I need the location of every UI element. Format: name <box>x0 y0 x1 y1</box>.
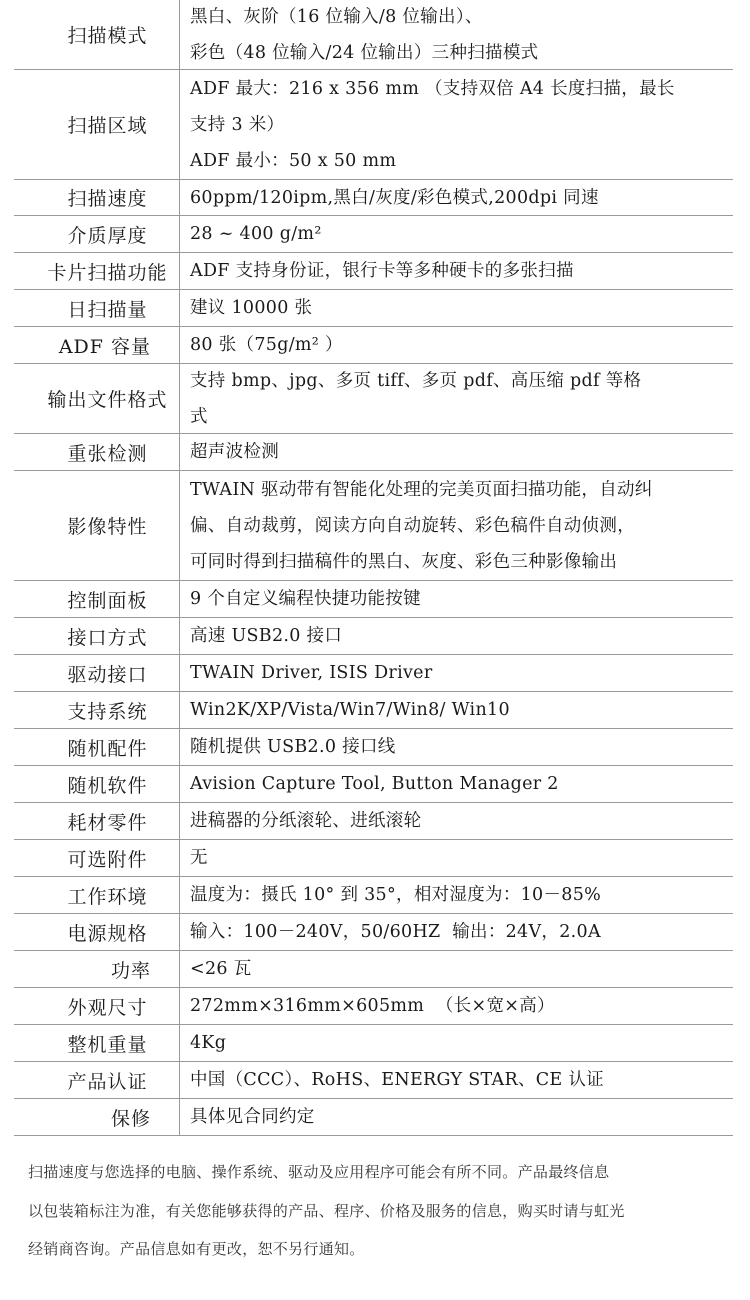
spec-value <box>180 70 733 179</box>
spec-label: 支持系统 <box>14 692 180 728</box>
spec-row <box>14 803 733 840</box>
spec-value-line: 可同时得到扫描稿件的黑白、灰度、彩色三种影像输出 <box>190 551 618 572</box>
spec-row <box>14 729 733 766</box>
spec-value <box>180 729 733 765</box>
spec-row <box>14 364 733 434</box>
spec-value-line: 建议 10000 张 <box>190 298 313 318</box>
footnote-line: 扫描速度与您选择的电脑、操作系统、驱动及应用程序可能会有所不同。产品最终信息 <box>28 1163 610 1181</box>
spec-value <box>180 840 733 876</box>
spec-value <box>180 1025 733 1061</box>
spec-label: 日扫描量 <box>14 290 180 326</box>
spec-value-line: 式 <box>190 406 208 427</box>
spec-row <box>14 180 733 216</box>
spec-row <box>14 434 733 471</box>
spec-row <box>14 0 733 70</box>
spec-value <box>180 180 733 215</box>
spec-label: 可选附件 <box>14 840 180 876</box>
spec-row <box>14 216 733 253</box>
spec-value-line: 高速 USB2.0 接口 <box>190 626 343 646</box>
spec-value <box>180 216 733 252</box>
spec-label: 卡片扫描功能 <box>14 253 180 289</box>
footnote-line: 经销商咨询。产品信息如有更改，恕不另行通知。 <box>28 1240 365 1258</box>
spec-value <box>180 655 733 691</box>
spec-value <box>180 1062 733 1098</box>
footnote <box>28 1153 718 1269</box>
spec-value-line: ADF 支持身份证，银行卡等多种硬卡的多张扫描 <box>190 261 574 281</box>
spec-row <box>14 1099 733 1136</box>
spec-label: 耗材零件 <box>14 803 180 839</box>
spec-row <box>14 988 733 1025</box>
spec-value-line: ADF 最小：50 x 50 mm <box>190 150 397 171</box>
footnote-line: 以包装箱标注为准，有关您能够获得的产品、程序、价格及服务的信息，购买时请与虹光 <box>28 1201 625 1220</box>
spec-value-line: 无 <box>190 848 208 868</box>
spec-value <box>180 327 733 363</box>
spec-row <box>14 253 733 290</box>
spec-row <box>14 471 733 581</box>
spec-value-line: 超声波检测 <box>190 442 279 462</box>
spec-value <box>180 618 733 654</box>
spec-row <box>14 840 733 877</box>
spec-label: 扫描模式 <box>14 0 180 69</box>
spec-table <box>14 0 733 1136</box>
spec-value-line: 中国（CCC）、RoHS、ENERGY STAR、CE 认证 <box>190 1070 604 1090</box>
spec-value-line: 4Kg <box>190 1033 227 1053</box>
spec-row <box>14 1025 733 1062</box>
spec-row <box>14 1062 733 1099</box>
spec-row <box>14 327 733 364</box>
spec-value-line: 偏、自动裁剪，阅读方向自动旋转、彩色稿件自动侦测， <box>190 515 635 536</box>
spec-value <box>180 951 733 987</box>
spec-row <box>14 290 733 327</box>
spec-label: 产品认证 <box>14 1062 180 1098</box>
spec-label: 重张检测 <box>14 434 180 470</box>
spec-value-line: 28 ~ 400 g/m² <box>190 224 322 244</box>
spec-label: 介质厚度 <box>14 216 180 252</box>
spec-value-line: 60ppm/120ipm,黑白/灰度/彩色模式,200dpi 同速 <box>190 187 599 208</box>
spec-value <box>180 1099 733 1135</box>
spec-label: 电源规格 <box>14 914 180 950</box>
spec-value <box>180 471 733 580</box>
spec-value-line: 温度为：摄氏 10° 到 35°，相对湿度为：10－85% <box>190 885 602 905</box>
spec-value-line: 272mm×316mm×605mm （长×宽×高） <box>190 996 555 1016</box>
spec-value <box>180 0 733 69</box>
spec-value <box>180 988 733 1024</box>
spec-label: 外观尺寸 <box>14 988 180 1024</box>
spec-row <box>14 692 733 729</box>
spec-row <box>14 618 733 655</box>
spec-value <box>180 253 733 289</box>
spec-value-line: 80 张（75g/m² ） <box>190 335 343 355</box>
spec-value-line: TWAIN 驱动带有智能化处理的完美页面扫描功能，自动纠 <box>190 479 653 500</box>
spec-value-line: 支持 3 米） <box>190 114 285 135</box>
spec-value-line: Avision Capture Tool, Button Manager 2 <box>190 774 559 794</box>
spec-label: 影像特性 <box>14 471 180 580</box>
spec-value <box>180 803 733 839</box>
spec-value <box>180 877 733 913</box>
spec-value <box>180 290 733 326</box>
spec-label: 接口方式 <box>14 618 180 654</box>
spec-value <box>180 581 733 617</box>
spec-value <box>180 766 733 802</box>
spec-row <box>14 914 733 951</box>
spec-value-line: <26 瓦 <box>190 959 252 979</box>
spec-value-line: Win2K/XP/Vista/Win7/Win8/ Win10 <box>190 700 510 720</box>
spec-label: ADF 容量 <box>14 327 180 363</box>
spec-value-line: TWAIN Driver, ISIS Driver <box>190 663 433 683</box>
spec-value-line: 9 个自定义编程快捷功能按键 <box>190 589 421 609</box>
spec-label: 工作环境 <box>14 877 180 913</box>
spec-label: 整机重量 <box>14 1025 180 1061</box>
spec-value <box>180 914 733 950</box>
spec-row <box>14 951 733 988</box>
spec-label: 随机配件 <box>14 729 180 765</box>
spec-label: 输出文件格式 <box>14 364 180 433</box>
spec-value-line: 输入：100－240V，50/60HZ 输出：24V，2.0A <box>190 922 601 942</box>
spec-label: 保修 <box>14 1099 180 1135</box>
spec-value-line: 具体见合同约定 <box>190 1107 315 1127</box>
spec-value-line: 黑白、灰阶（16 位输入/8 位输出）、 <box>190 6 483 27</box>
spec-label: 功率 <box>14 951 180 987</box>
spec-label: 驱动接口 <box>14 655 180 691</box>
spec-value <box>180 692 733 728</box>
spec-value-line: 随机提供 USB2.0 接口线 <box>190 737 396 757</box>
spec-value <box>180 364 733 433</box>
spec-row <box>14 70 733 180</box>
spec-value <box>180 434 733 470</box>
spec-value-line: 进稿器的分纸滚轮、进纸滚轮 <box>190 811 422 831</box>
spec-label: 随机软件 <box>14 766 180 802</box>
spec-value-line: 支持 bmp、jpg、多页 tiff、多页 pdf、高压缩 pdf 等格 <box>190 370 642 391</box>
spec-row <box>14 766 733 803</box>
spec-label: 扫描速度 <box>14 180 180 215</box>
spec-label: 扫描区域 <box>14 70 180 179</box>
spec-value-line: 彩色（48 位输入/24 位输出）三种扫描模式 <box>190 42 539 63</box>
spec-row <box>14 655 733 692</box>
spec-row <box>14 877 733 914</box>
spec-value-line: ADF 最大：216 x 356 mm （支持双倍 A4 长度扫描，最长 <box>190 78 675 99</box>
spec-label: 控制面板 <box>14 581 180 617</box>
spec-row <box>14 581 733 618</box>
